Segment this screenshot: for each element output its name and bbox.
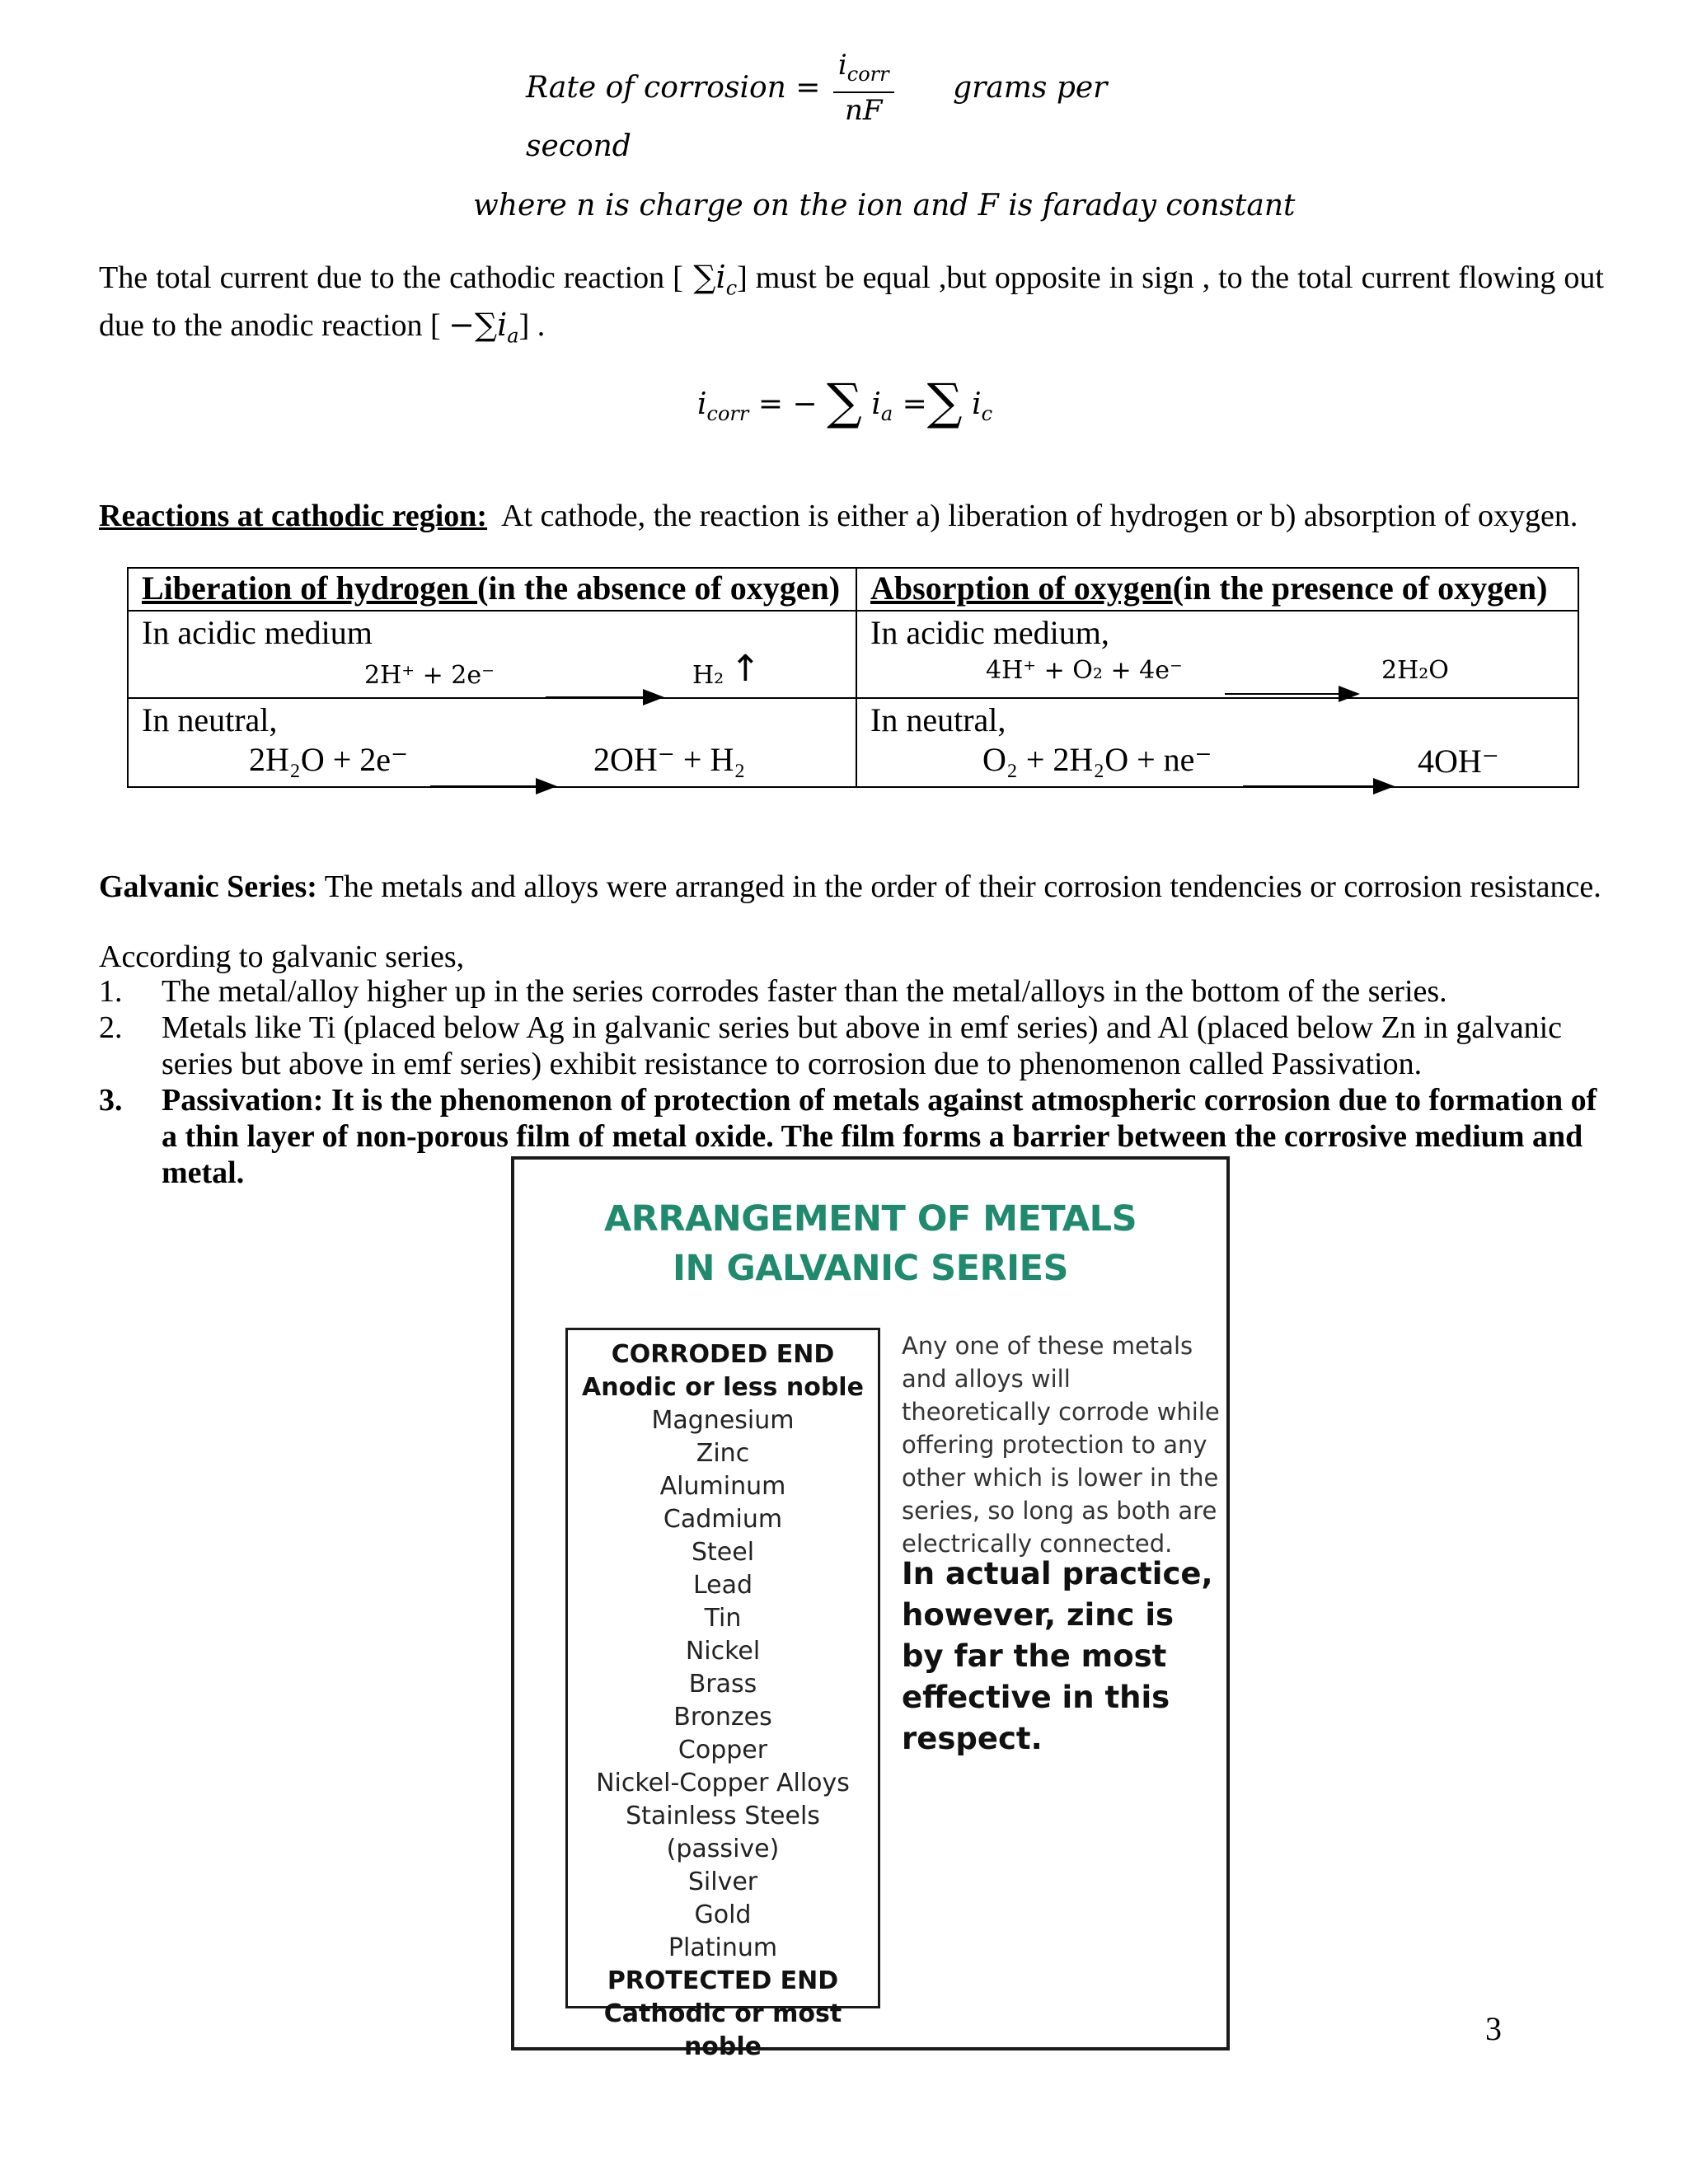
protected-end-label: PROTECTED END <box>607 1966 839 1995</box>
reaction-arrow-icon <box>430 785 554 787</box>
figure-note: Any one of these metals and alloys will theoretically corrode while offering protection to any other which is lower in the series, so long as both are electrically connected. <box>902 1332 1220 1558</box>
rate-formula-lhs: Rate of corrosion = <box>526 70 821 105</box>
fraction-numerator: $i_{corr}$ <box>833 48 894 93</box>
anodic-label: Anodic or less noble <box>582 1373 864 1402</box>
oxygen-acidic-cell: In acidic medium, 4H⁺ + O₂ + 4e⁻ 2H₂O <box>856 611 1578 698</box>
cathodic-paragraph <box>99 498 1578 534</box>
eq-product: 4OH⁻ <box>1418 743 1499 780</box>
rate-formula-units: grams per second <box>526 70 1108 164</box>
list-item: Nickel <box>685 1637 761 1666</box>
list-item: Magnesium <box>651 1406 795 1435</box>
galvanic-label: Galvanic Series: <box>99 869 317 904</box>
list-item: Zinc <box>696 1439 750 1468</box>
table-row <box>128 611 1578 698</box>
list-item: 2. Metals like Ti (placed below Ag in galvanic series but above in emf series) and Al (placed below Zn in galvanic series but above in emf series) exhibit resistance to corrosion due to phenomenon called Passivation. <box>99 1010 1562 1081</box>
eq-reactants: 2H₂O + 2e⁻ <box>249 741 409 778</box>
hydrogen-acidic-cell: In acidic medium 2H⁺ + 2e⁻ H₂ ↑ <box>128 611 856 698</box>
eq-product: 2OH⁻ + H₂ <box>593 741 746 778</box>
eq-reactants: O₂ + 2H₂O + ne⁻ <box>982 741 1212 778</box>
cathodic-reactions-table <box>127 567 1579 788</box>
eq-product: 2H₂O <box>1381 656 1449 685</box>
reaction-arrow-icon <box>1243 785 1391 787</box>
table-header-row <box>128 568 1578 611</box>
cathodic-label: Reactions at cathodic region: <box>99 499 488 533</box>
figure-title: ARRANGEMENT OF METALS IN GALVANIC SERIES <box>603 1198 1137 1289</box>
according-text: According to galvanic series, <box>99 940 465 974</box>
corroded-end-label: CORRODED END <box>611 1340 835 1369</box>
list-item: Platinum <box>668 1933 778 1962</box>
figure-note-bold: In actual practice, however, zinc is by far the most effective in this respect. <box>902 1556 1213 1756</box>
oxygen-absorption-header: Absorption of oxygen(in the presence of oxygen) <box>856 568 1578 611</box>
fraction-denominator: nF <box>845 93 883 127</box>
formula-note: where n is charge on the ion and F is faraday constant <box>473 189 1296 223</box>
galvanic-text: The metals and alloys were arranged in the order of their corrosion tendencies or corrosion resistance. <box>324 869 1601 904</box>
oxygen-neutral-cell: In neutral, O₂ + 2H₂O + ne⁻ 4OH⁻ <box>856 698 1578 787</box>
list-item: Aluminum <box>659 1472 786 1501</box>
current-balance-formula: $i_{corr}$ = − ∑ $i_a$ =∑ $i_c$ <box>697 373 993 431</box>
table-row <box>128 698 1578 787</box>
list-item: Tin <box>704 1604 742 1633</box>
cathodic-label: Cathodic or most noble <box>603 1999 842 2061</box>
gas-up-arrow-icon: ↑ <box>730 648 761 690</box>
hydrogen-liberation-header: Liberation of hydrogen (in the absence of oxygen) <box>128 568 856 611</box>
list-item: Copper <box>678 1736 768 1765</box>
eq-product: H₂ <box>692 661 724 690</box>
galvanic-paragraph <box>99 869 1601 905</box>
list-item: 1. The metal/alloy higher up in the series corrodes faster than the metal/alloys in the bottom of the series. <box>99 974 1447 1009</box>
rate-formula-fraction <box>833 48 894 128</box>
list-item: Brass <box>688 1670 757 1699</box>
list-item: Stainless Steels (passive) <box>626 1802 820 1863</box>
galvanic-series-figure <box>511 1156 1230 2061</box>
page-number: 3 <box>1485 2010 1502 2047</box>
current-paragraph: The total current due to the cathodic reaction [ $\sum i_c$] must be equal ,but opposite in sign , to the total current flowing out due to the anodic reaction [ $-\sum i_a$] . <box>99 259 1604 348</box>
list-item: Cadmium <box>663 1505 783 1534</box>
galvanic-series-list <box>565 1328 880 2061</box>
list-item: Gold <box>694 1900 752 1929</box>
reaction-arrow-icon <box>546 696 661 698</box>
list-item: Bronzes <box>673 1703 772 1732</box>
list-item: Silver <box>687 1868 758 1896</box>
list-item: Lead <box>692 1571 753 1600</box>
list-item: Steel <box>691 1538 755 1567</box>
cathodic-text: At cathode, the reaction is either a) liberation of hydrogen or b) absorption of oxygen. <box>500 499 1578 533</box>
reaction-arrow-icon <box>1225 693 1357 695</box>
rate-formula <box>526 48 1185 164</box>
list-item: Nickel-Copper Alloys <box>596 1769 850 1797</box>
hydrogen-neutral-cell: In neutral, 2H₂O + 2e⁻ 2OH⁻ + H₂ <box>128 698 856 787</box>
eq-reactants: 2H⁺ + 2e⁻ <box>364 661 495 690</box>
list-item: 3. Passivation: It is the phenomenon of protection of metals against atmospheric corrosion due to formation of a thin layer of non-porous film of metal oxide. The film forms a barrier between the corrosive medium and metal. <box>99 1083 1597 1190</box>
eq-reactants: 4H⁺ + O₂ + 4e⁻ <box>986 656 1183 685</box>
